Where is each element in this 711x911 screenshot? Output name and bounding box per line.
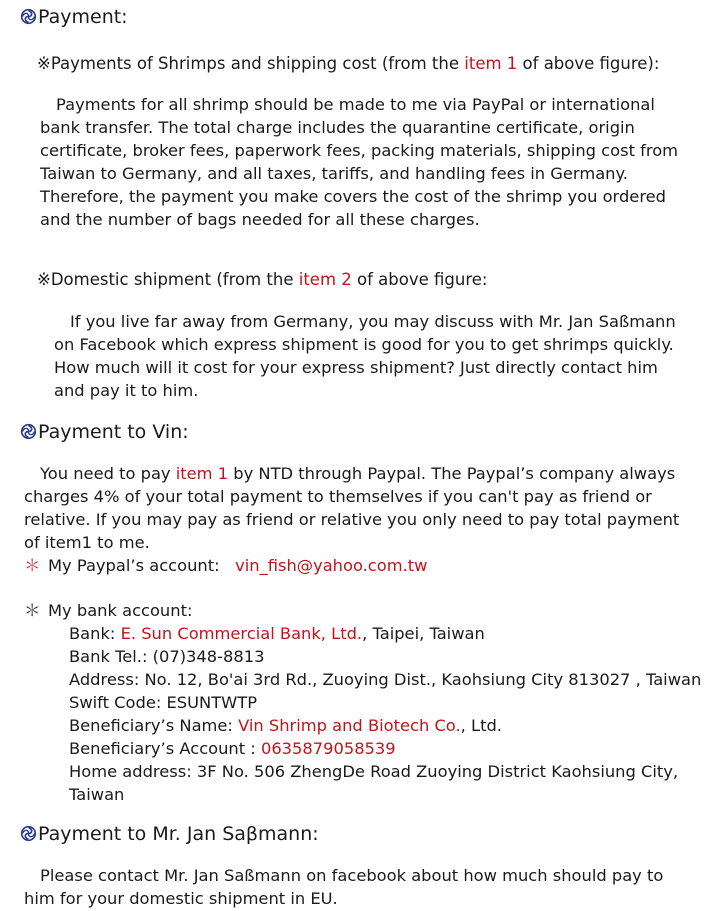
bank-label: My bank account: <box>48 601 193 620</box>
bank-name-line <box>69 622 701 645</box>
paragraph-text: You need to pay <box>40 464 176 483</box>
bank-tel-line: Bank Tel.: (07)348-8813 <box>69 647 265 666</box>
item-reference: item 2 <box>298 270 352 289</box>
bank-name: E. Sun Commercial Bank, Ltd. <box>120 624 363 643</box>
section-title: Payment to Vin: <box>38 421 189 443</box>
paypal-email[interactable]: vin_fish@yahoo.com.tw <box>235 556 428 575</box>
beneficiary-account-label: Beneficiary’s Account : <box>69 739 261 758</box>
swirl-icon <box>20 825 37 842</box>
item-reference: item 1 <box>464 54 518 73</box>
beneficiary-account-number: 0635879058539 <box>260 739 396 758</box>
bank-address-line: Address: No. 12, Bo'ai 3rd Rd., Zuoying Dist., Kaohsiung City 813027 , Taiwan <box>69 670 702 689</box>
subheading-domestic-shipment <box>37 269 487 291</box>
vin-payment-paragraph <box>24 462 684 554</box>
swirl-icon <box>20 423 37 440</box>
subheading-shrimp-payments <box>37 53 659 75</box>
bank-city: , Taipei, Taiwan <box>362 624 485 643</box>
asterisk-bullet: ＊ <box>24 601 41 620</box>
shrimp-payment-paragraph: Payments for all shrimp should be made to me via PayPal or international bank transfer. The total charge includes the quarantine certificate, origin certificate, broker fees, paperwork fees, packing materials, shipping cost from Taiwan to Germany, and all taxes, tariffs, and handling fees in Germany. Therefore, the payment you make covers the cost of the shrimp you ordered and the number of bags needed for all these charges. <box>40 95 679 229</box>
beneficiary-account-line <box>69 737 701 760</box>
section-title: Payment: <box>38 6 128 28</box>
bank-field-label: Bank: <box>69 624 121 643</box>
section-heading-payment <box>20 5 128 29</box>
beneficiary-name-label: Beneficiary’s Name: <box>69 716 239 735</box>
subheading-text: ※Payments of Shrimps and shipping cost (from the <box>37 54 465 73</box>
subheading-text: ※Domestic shipment (from the <box>37 270 299 289</box>
item-reference: item 1 <box>175 464 229 483</box>
beneficiary-name-suffix: , Ltd. <box>460 716 502 735</box>
paragraph-text: by NTD through Paypal. The Paypal’s company always charges 4% of your total payment to themselves if you can't pay as friend or relative. If you may pay as friend or relative you only need to pay total payment of item1 to me. <box>24 464 680 552</box>
swirl-icon <box>20 8 37 25</box>
bank-details <box>69 622 701 806</box>
section-heading-jan <box>20 822 319 846</box>
subheading-text: of above figure): <box>517 54 660 73</box>
swift-code-line: Swift Code: ESUNTWTP <box>69 693 258 712</box>
bank-account-heading <box>24 599 192 622</box>
home-address-line: Home address: 3F No. 506 ZhengDe Road Zuoying District Kaohsiung City, <box>69 762 679 781</box>
domestic-shipment-paragraph: If you live far away from Germany, you may discuss with Mr. Jan Saßmann on Facebook which express shipment is good for you to get shrimps quickly. How much will it cost for your express shipment? Just directly contact him and pay it to him. <box>54 312 676 400</box>
paypal-label: My Paypal’s account: <box>48 556 220 575</box>
section-heading-vin <box>20 420 189 444</box>
beneficiary-name: Vin Shrimp and Biotech Co. <box>238 716 461 735</box>
jan-payment-paragraph: Please contact Mr. Jan Saßmann on facebook about how much should pay to him for your domestic shipment in EU. <box>24 866 664 908</box>
subheading-text: of above figure: <box>351 270 488 289</box>
home-address-line-2: Taiwan <box>69 785 125 804</box>
paypal-account-line <box>24 554 427 577</box>
asterisk-bullet: ＊ <box>24 556 41 575</box>
beneficiary-name-line <box>69 714 701 737</box>
section-title: Payment to Mr. Jan Saβmann: <box>38 823 319 845</box>
